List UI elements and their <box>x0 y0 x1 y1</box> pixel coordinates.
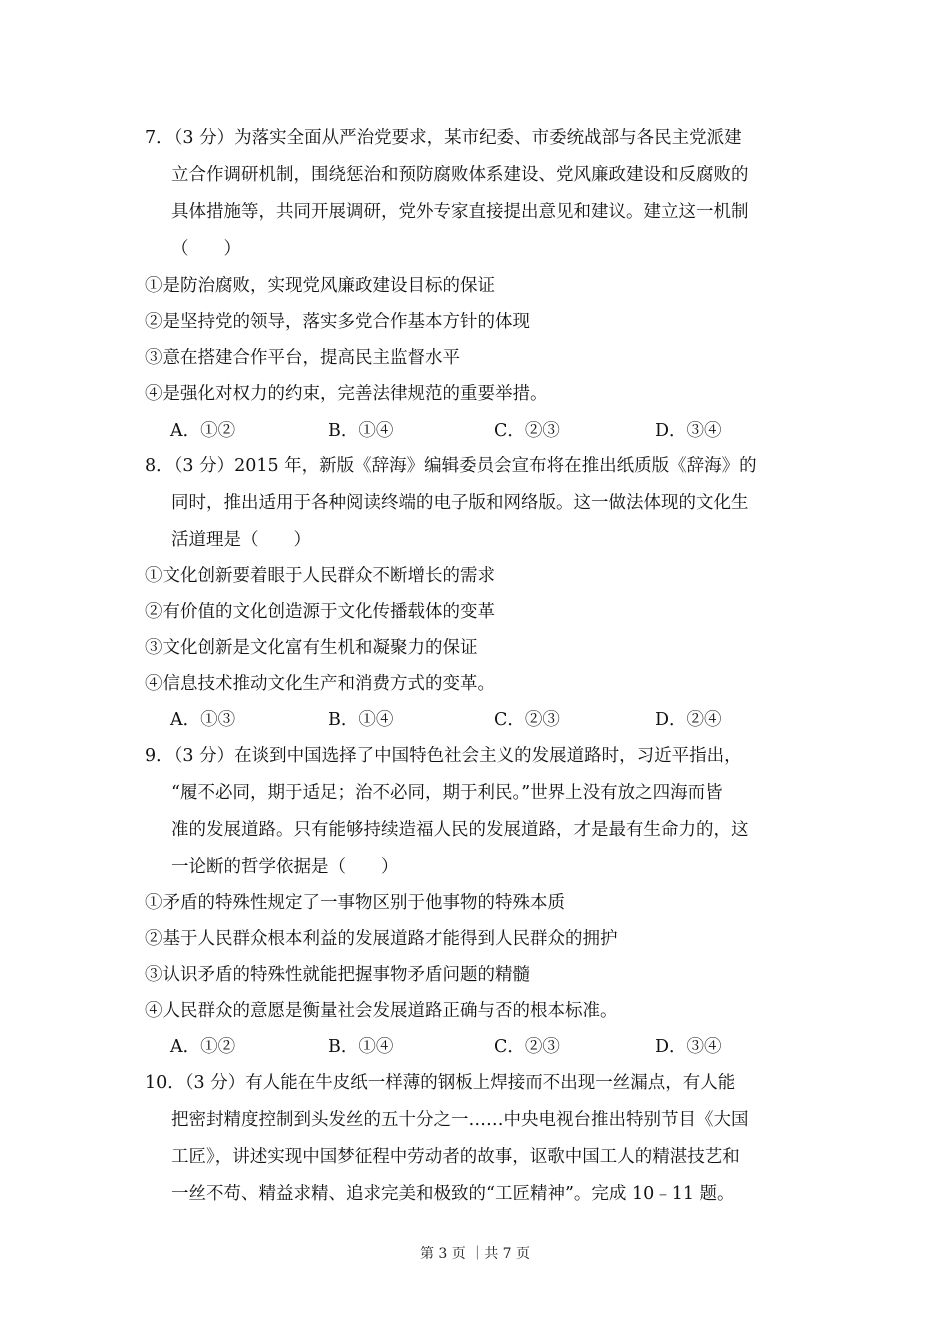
question-8-answer-c: C．②③ <box>494 710 560 730</box>
question-7-answer-c: C．②③ <box>494 421 560 441</box>
question-7-answer-b: B．①④ <box>328 421 394 441</box>
question-10-stem-line-2: 把密封精度控制到头发丝的五十分之一……中央电视台推出特别节目《大国 <box>171 1110 749 1130</box>
question-8-answer-d: D．②④ <box>655 710 722 730</box>
question-8-stem-line-2: 同时，推出适用于各种阅读终端的电子版和网络版。这一做法体现的文化生 <box>171 493 749 513</box>
question-9-statement-2: ②基于人民群众根本利益的发展道路才能得到人民群众的拥护 <box>145 929 618 949</box>
question-9-answer-a: A．①② <box>170 1037 236 1057</box>
question-9-stem-line-3: 准的发展道路。只有能够持续造福人民的发展道路，才是最有生命力的，这 <box>171 820 749 840</box>
question-8-statement-2: ②有价值的文化创造源于文化传播载体的变革 <box>145 602 495 622</box>
question-8-statement-1: ①文化创新要着眼于人民群众不断增长的需求 <box>145 566 495 586</box>
question-10-stem-line-3: 工匠》，讲述实现中国梦征程中劳动者的故事，讴歌中国工人的精湛技艺和 <box>171 1147 740 1167</box>
question-10-stem-line-4: 一丝不苟、精益求精、追求完美和极致的“工匠精神”。完成 10﹣11 题。 <box>171 1184 735 1204</box>
question-7-statement-4: ④是强化对权力的约束，完善法律规范的重要举措。 <box>145 384 548 404</box>
question-9-statement-4: ④人民群众的意愿是衡量社会发展道路正确与否的根本标准。 <box>145 1001 618 1021</box>
question-8-answer-a: A．①③ <box>170 710 236 730</box>
question-8-answer-b: B．①④ <box>328 710 394 730</box>
question-7-answer-d: D．③④ <box>655 421 722 441</box>
question-8-statement-4: ④信息技术推动文化生产和消费方式的变革。 <box>145 674 495 694</box>
question-8-stem-line-3: 活道理是（ ） <box>171 530 311 550</box>
question-8-stem-line-1: 8．（3 分）2015 年，新版《辞海》编辑委员会宣布将在推出纸质版《辞海》的 <box>145 456 757 476</box>
page-footer: 第 3 页 ｜共 7 页 <box>419 1246 531 1262</box>
question-9-stem-line-1: 9．（3 分）在谈到中国选择了中国特色社会主义的发展道路时，习近平指出， <box>145 746 742 766</box>
question-7-stem-line-2: 立合作调研机制，围绕惩治和预防腐败体系建设、党风廉政建设和反腐败的 <box>171 165 749 185</box>
question-10-stem-line-1: 10．（3 分）有人能在牛皮纸一样薄的钢板上焊接而不出现一丝漏点，有人能 <box>145 1073 736 1093</box>
question-9-stem-line-2: “履不必同，期于适足；治不必同，期于利民。”世界上没有放之四海而皆 <box>171 783 723 803</box>
question-9-stem-line-4: 一论断的哲学依据是（ ） <box>171 857 399 877</box>
question-8-statement-3: ③文化创新是文化富有生机和凝聚力的保证 <box>145 638 478 658</box>
question-7-statement-1: ①是防治腐败，实现党风廉政建设目标的保证 <box>145 276 495 296</box>
question-9-answer-b: B．①④ <box>328 1037 394 1057</box>
question-9-statement-1: ①矛盾的特殊性规定了一事物区别于他事物的特殊本质 <box>145 893 565 913</box>
question-7-stem-line-1: 7．（3 分）为落实全面从严治党要求，某市纪委、市委统战部与各民主党派建 <box>145 128 742 148</box>
question-7-answer-a: A．①② <box>170 421 236 441</box>
question-7-stem-line-4: （ ） <box>171 239 241 259</box>
question-7-statement-3: ③意在搭建合作平台，提高民主监督水平 <box>145 348 460 368</box>
question-9-answer-d: D．③④ <box>655 1037 722 1057</box>
question-9-statement-3: ③认识矛盾的特殊性就能把握事物矛盾问题的精髓 <box>145 965 530 985</box>
question-7-stem-line-3: 具体措施等，共同开展调研，党外专家直接提出意见和建议。建立这一机制 <box>171 202 749 222</box>
question-7-statement-2: ②是坚持党的领导，落实多党合作基本方针的体现 <box>145 312 530 332</box>
question-9-answer-c: C．②③ <box>494 1037 560 1057</box>
